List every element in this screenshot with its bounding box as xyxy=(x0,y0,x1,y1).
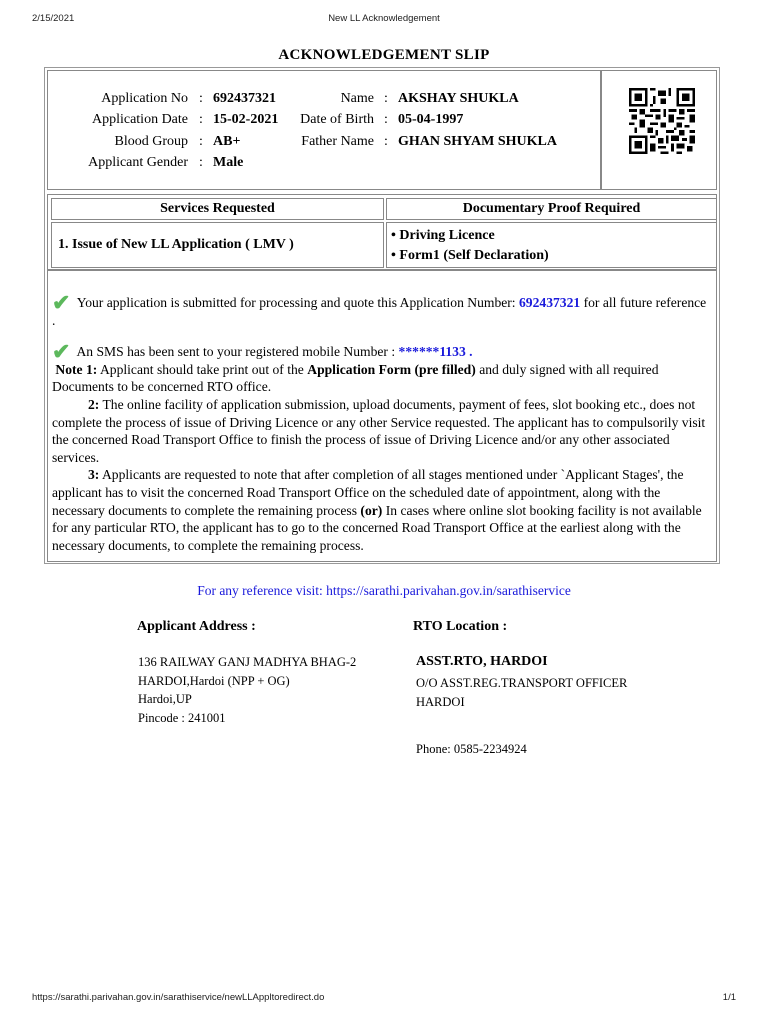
note-1-text: Applicant should take print out of the xyxy=(99,361,304,377)
blood-group-label: Blood Group xyxy=(114,134,188,149)
gender-value: Male xyxy=(213,155,244,170)
note-1 xyxy=(52,361,712,396)
dob-value: 05-04-1997 xyxy=(398,112,464,127)
submitted-text: Your application is submitted for processing and quote this Application Number: xyxy=(76,295,516,310)
colon: : xyxy=(384,91,388,106)
sms-text: An SMS has been sent to your registered mobile Number : xyxy=(76,344,396,360)
note-1-bold: Application Form (pre filled) xyxy=(307,361,476,377)
check-icon: ✔ xyxy=(52,339,71,365)
address-line: Hardoi,UP xyxy=(138,692,192,706)
service-requested: 1. Issue of New LL Application ( LMV ) xyxy=(51,222,384,268)
note-2 xyxy=(52,396,712,466)
qr-code xyxy=(629,88,695,154)
address-heading: Applicant Address : xyxy=(137,619,256,634)
submitted-application-number: 692437321 xyxy=(519,295,581,310)
proof-header: Documentary Proof Required xyxy=(386,198,717,220)
colon: : xyxy=(199,134,203,149)
applicant-info-box xyxy=(47,70,601,190)
note-2-text: The online facility of application submission, upload documents, payment of fees, slot booking etc., does not complete the process of issue of Driving Licence or any other Service requested. The applicant has to compulsorily visit the concerned Road Transport Office to finish the process of issue of Driving Licence and/or any other associated services. xyxy=(52,396,706,465)
application-no-value: 692437321 xyxy=(213,91,276,106)
submitted-message xyxy=(52,290,712,329)
colon: : xyxy=(199,155,203,170)
note-3-text: Applicants are requested to note that after completion of all stages mentioned under `Applicant Stages', the applicant has to visit the concerned Road Transport Office on the scheduled date of appointment, along with the necessary documents to complete the remaining process xyxy=(52,467,684,518)
address-line: HARDOI,Hardoi (NPP + OG) xyxy=(138,673,290,688)
note-3 xyxy=(52,466,712,554)
rto-name: ASST.RTO, HARDOI xyxy=(416,654,548,669)
address-line: 136 RAILWAY GANJ MADHYA BHAG-2 xyxy=(138,655,357,669)
services-header: Services Requested xyxy=(51,198,384,220)
application-no-label: Application No xyxy=(101,91,188,106)
masked-mobile-number: ******1133 . xyxy=(398,344,473,360)
note-1-label: Note 1: xyxy=(55,361,98,377)
sms-message xyxy=(52,339,712,365)
colon: : xyxy=(199,91,203,106)
rto-phone: Phone: 0585-2234924 xyxy=(416,742,527,756)
gender-label: Applicant Gender xyxy=(88,155,188,170)
note-3-bold: (or) xyxy=(360,502,383,518)
note-1-text-end: and duly signed with all required Documents to be concerned RTO office. xyxy=(52,361,659,395)
father-label: Father Name xyxy=(301,134,374,149)
application-date-label: Application Date xyxy=(91,112,188,127)
check-icon: ✔ xyxy=(52,290,71,315)
rto-address-line: HARDOI xyxy=(416,694,465,709)
notes-content xyxy=(52,272,712,554)
father-value: GHAN SHYAM SHUKLA xyxy=(398,134,557,149)
page-title: ACKNOWLEDGEMENT SLIP xyxy=(278,47,490,63)
applicant-address xyxy=(138,653,356,727)
name-label: Name xyxy=(340,91,374,106)
colon: : xyxy=(384,112,388,127)
name-value: AKSHAY SHUKLA xyxy=(398,91,519,106)
note-3-text-end: In cases where online slot booking facility is not available for any particular RTO, the applicant has to go to the concerned Road Transport Office at the earliest along with the necessary documents, to complete the remaining process. xyxy=(52,502,702,553)
note-3-label: 3: xyxy=(88,467,100,483)
blood-group-value: AB+ xyxy=(213,134,241,149)
note-2-label: 2: xyxy=(88,396,100,412)
address-pincode: Pincode : 241001 xyxy=(138,710,226,725)
proof-item: • Driving Licence xyxy=(391,228,495,243)
print-page-number: 1/1 xyxy=(722,992,736,1003)
submitted-text-end: for all future reference . xyxy=(52,295,707,328)
print-date: 2/15/2021 xyxy=(32,13,75,24)
colon: : xyxy=(199,112,203,127)
rto-address xyxy=(416,674,627,711)
print-page-title: New LL Acknowledgement xyxy=(328,13,440,24)
print-url: https://sarathi.parivahan.gov.in/sarathiservice/newLLAppltoredirect.do xyxy=(32,992,325,1003)
reference-link[interactable]: For any reference visit: https://sarathi.parivahan.gov.in/sarathiservice xyxy=(197,583,571,598)
proof-item: • Form1 (Self Declaration) xyxy=(391,248,549,263)
dob-label: Date of Birth xyxy=(300,112,374,127)
rto-heading: RTO Location : xyxy=(413,619,508,634)
application-date-value: 15-02-2021 xyxy=(213,112,279,127)
rto-address-line: O/O ASST.REG.TRANSPORT OFFICER xyxy=(416,676,628,690)
colon: : xyxy=(384,134,388,149)
qr-box xyxy=(601,70,717,190)
proof-list xyxy=(386,222,717,268)
